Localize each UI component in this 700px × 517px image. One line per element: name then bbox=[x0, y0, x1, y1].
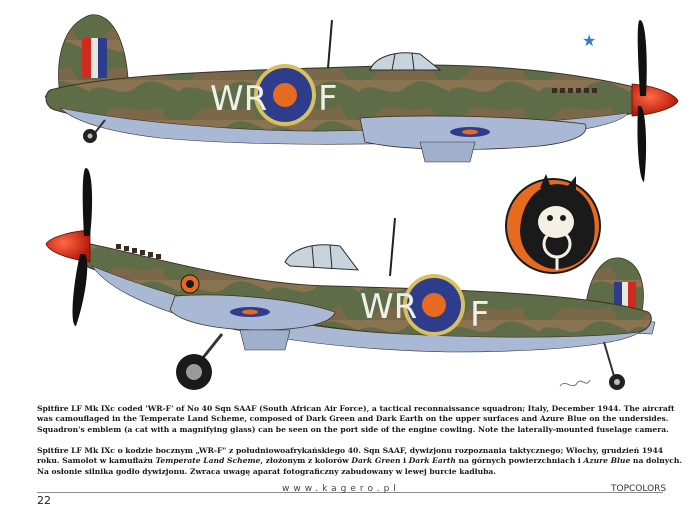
top-fin-flash-red bbox=[82, 38, 91, 78]
footer-url[interactable]: www.kagero.pl bbox=[282, 484, 400, 494]
caption-polish-color1: Dark Green bbox=[351, 456, 401, 466]
caption-polish-color2: Dark Earth bbox=[408, 456, 456, 466]
caption-polish-color3: Azure Blue bbox=[583, 456, 631, 466]
squadron-emblem-cat-icon bbox=[506, 174, 600, 273]
caption-polish-part4: na górnych powierzchniach i bbox=[455, 456, 584, 466]
caption-polish bbox=[37, 446, 682, 477]
bottom-code-letters: WR bbox=[360, 287, 418, 327]
top-code-letters: WR bbox=[210, 79, 268, 119]
caption-polish-part2: , złożonym z kolorów bbox=[260, 456, 352, 466]
caption-english-text: Spitfire LF Mk IXc coded 'WR-F' of No 40 Sqn SAAF (South African Air Force), a tactical reconnaissance squadron; Italy, December 1944. The aircraft was camouflaged in the Temperate Land Scheme, composed of Dark Green and Dark Earth on the upper surfaces and Azure Blue on the undersides. Squadron's emblem (a cat with a magnifying glass) can be seen on the port side of the engine cowling. Note the laterally-mounted fuselage camera. bbox=[37, 404, 675, 434]
bottom-code-letter-individual: F bbox=[470, 295, 490, 335]
star-icon: ★ bbox=[582, 31, 597, 50]
artist-signature bbox=[560, 380, 590, 386]
top-code-letter-individual: F bbox=[318, 79, 338, 119]
page-number: 22 bbox=[37, 494, 51, 507]
brand-name: TOPCOLORS bbox=[611, 484, 667, 494]
bottom-canopy bbox=[285, 245, 358, 270]
caption-polish-part3: i bbox=[400, 456, 409, 466]
top-spitfire-profile bbox=[45, 15, 678, 182]
caption-english bbox=[37, 404, 682, 435]
top-canopy bbox=[370, 53, 440, 70]
caption-polish-part5: na dolnych. Na osłonie silnika godło dywizjonu. Zwraca uwagę aparat fotograficzny zabudowany w lewej burcie kadłuba. bbox=[37, 456, 682, 476]
caption-polish-scheme: Temperate Land Scheme bbox=[155, 456, 261, 466]
caption-polish-part1: Spitfire LF Mk IXc o kodzie bocznym „WR-F" z południowoafrykańskiego 40. Sqn SAAF, dywizjonu rozpoznania taktycznego; Włochy, grudzień 1944 roku. Samolot w kamuflażu bbox=[37, 446, 664, 466]
